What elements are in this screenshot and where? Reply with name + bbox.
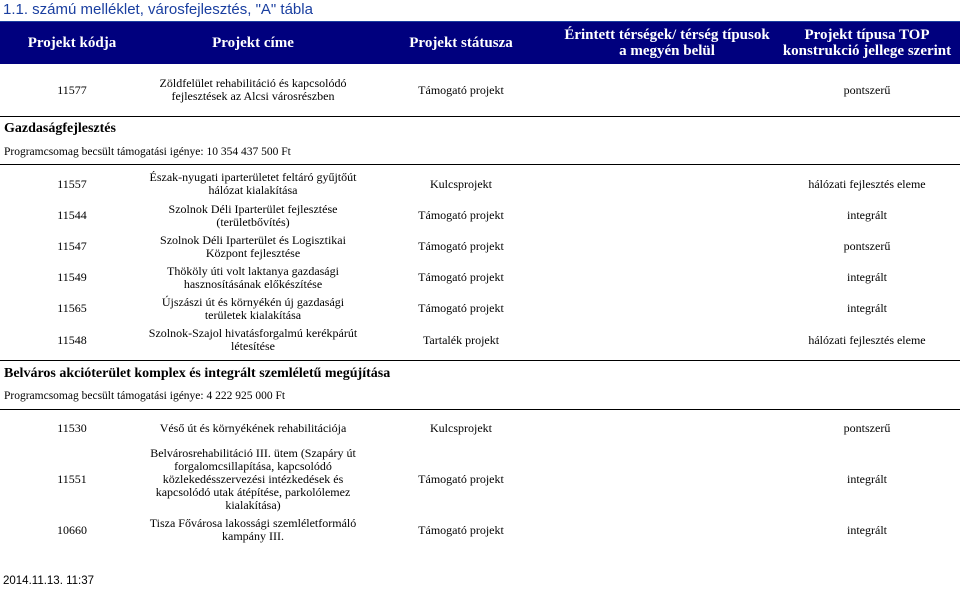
table-header: [0, 22, 960, 64]
divider: [0, 409, 960, 410]
divider: [0, 116, 960, 117]
table-row: [0, 200, 960, 231]
project-type: hálózati fejlesztés eleme: [808, 176, 926, 191]
project-type: integrált: [847, 471, 887, 486]
project-status: Támogató projekt: [418, 301, 504, 315]
timestamp: 2014.11.13. 11:37: [3, 575, 95, 587]
table-row: [0, 68, 960, 112]
project-status: Támogató projekt: [418, 270, 504, 284]
project-type: pontszerű: [843, 239, 891, 253]
project-code: 11565: [57, 301, 87, 315]
divider: [0, 360, 960, 361]
project-status: Támogató projekt: [418, 82, 504, 97]
project-type: pontszerű: [843, 82, 891, 97]
section-title: Belváros akcióterület komplex és integrált szemléletű megújítása: [4, 366, 391, 381]
table-row: [0, 514, 960, 546]
project-areas: [560, 68, 774, 112]
section-title: Gazdaságfejlesztés: [4, 121, 116, 136]
page-title: 1.1. számú melléklet, városfejlesztés, "A" tábla: [0, 0, 960, 22]
project-name: Tisza Fővárosa lakossági szemléletformáló kampány III.: [149, 516, 357, 543]
budget-label: Programcsomag becsült támogatási igénye:: [4, 390, 204, 402]
project-status: Támogató projekt: [418, 522, 504, 537]
project-areas: [560, 412, 774, 444]
project-name: Belvárosrehabilitáció III. ütem (Szapáry út forgalomcsillapítása, kapcsolódó közlekedésszervezési intézkedések és kapcsolódó utak átépítése, parkolólemez kialakítása): [150, 445, 356, 512]
header-type: Projekt típusa TOP konstrukció jellege szerint: [782, 27, 952, 59]
header-name: Projekt címe: [212, 35, 294, 51]
project-name: Szolnok-Szajol hivatásforgalmú kerékpárút létesítése: [148, 326, 358, 353]
project-areas: [560, 293, 774, 324]
project-areas: [560, 324, 774, 356]
budget-label: Programcsomag becsült támogatási igénye:: [4, 146, 204, 158]
section-budget: [0, 390, 960, 402]
project-name: Újszászi út és környékén új gazdasági területek kialakítása: [161, 294, 345, 322]
header-code: Projekt kódja: [27, 35, 117, 51]
header-status: Projekt státusza: [409, 35, 513, 51]
project-type: integrált: [847, 270, 887, 284]
header-areas: Érintett térségek/ térség típusok a megyén belül: [564, 27, 770, 59]
project-name: Zöldfelület rehabilitáció és kapcsolódó fejlesztések az Alcsi városrészben: [159, 76, 347, 103]
project-code: 11551: [57, 471, 87, 486]
project-type: integrált: [847, 301, 887, 315]
project-status: Kulcsprojekt: [430, 176, 492, 191]
project-areas: [560, 262, 774, 293]
project-code: 11544: [57, 208, 87, 222]
project-code: 11548: [57, 332, 87, 347]
section-budget: [0, 146, 960, 158]
project-name: Szolnok Déli Iparterület fejlesztése (területbővítés): [168, 201, 338, 229]
project-code: 11530: [57, 420, 87, 435]
table-row: [0, 262, 960, 293]
project-name: Thököly úti volt laktanya gazdasági hasznosításának előkészítése: [167, 263, 339, 291]
project-areas: [560, 200, 774, 231]
project-type: hálózati fejlesztés eleme: [808, 332, 926, 347]
table-row: [0, 444, 960, 514]
project-code: 11549: [57, 270, 87, 284]
project-type: integrált: [847, 208, 887, 222]
project-code: 11577: [57, 82, 87, 97]
budget-value: 4 222 925 000 Ft: [206, 390, 286, 402]
project-status: Támogató projekt: [418, 239, 504, 253]
table-row: [0, 412, 960, 444]
project-status: Támogató projekt: [418, 208, 504, 222]
project-code: 11557: [57, 176, 87, 191]
table-row: [0, 293, 960, 324]
project-name: Véső út és környékének rehabilitációja: [159, 420, 347, 435]
table-row: [0, 324, 960, 356]
project-name: Észak-nyugati iparterületet feltáró gyűjtőút hálózat kialakítása: [149, 170, 357, 197]
table-row: [0, 231, 960, 262]
project-status: Tartalék projekt: [422, 332, 500, 347]
project-areas: [560, 168, 774, 200]
project-areas: [560, 514, 774, 546]
project-type: integrált: [847, 522, 887, 537]
project-code: 11547: [57, 239, 87, 253]
project-code: 10660: [57, 522, 87, 537]
project-areas: [560, 444, 774, 514]
divider: [0, 164, 960, 165]
table-row: [0, 168, 960, 200]
project-areas: [560, 231, 774, 262]
project-status: Támogató projekt: [418, 471, 504, 486]
project-type: pontszerű: [843, 420, 891, 435]
project-name: Szolnok Déli Iparterület és Logisztikai Központ fejlesztése: [160, 232, 346, 260]
project-status: Kulcsprojekt: [430, 420, 492, 435]
budget-value: 10 354 437 500 Ft: [206, 146, 291, 158]
